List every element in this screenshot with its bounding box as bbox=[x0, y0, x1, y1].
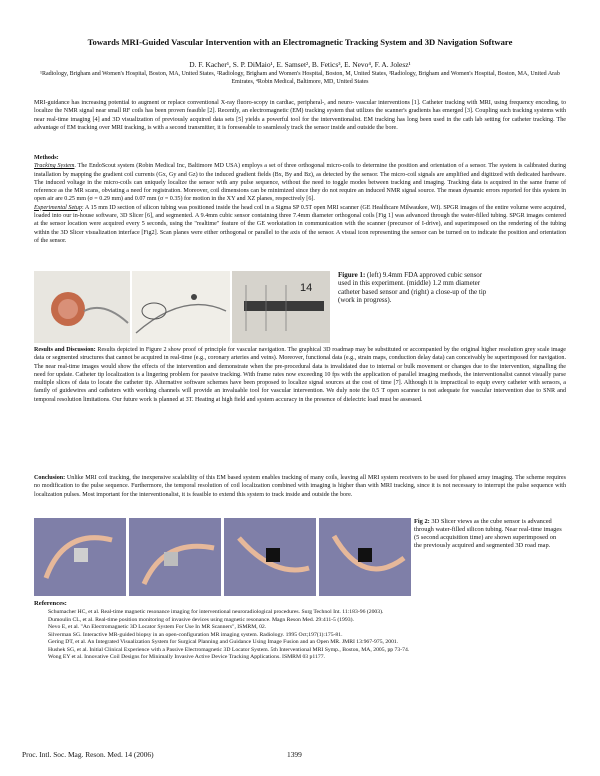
reference-item: 3. Nevo E, et al. "An Electromagnetic 3D Locator System For Use In MR Scanners", ISMRM, 02. bbox=[48, 624, 580, 632]
cube-sensor-photo bbox=[34, 271, 130, 343]
reference-item: 4. Silverman SG. Interactive MR-guided biopsy in an open-configuration MR imaging system. Radiology. 1995 Oct;197(1):175-81. bbox=[48, 632, 580, 640]
figure-2-label: Fig 2: bbox=[414, 518, 430, 525]
abstract-paragraph: MRI-guidance has increasing potential to augment or replace conventional X-ray fluoro-scopy in cardiac, peripheral-, and neuro- vascular interventions [1]. Catheter tracking with MRI, using frequency encoding, to localize the NMR signal near small RF coils has been proven feasible [2]. Recently, an electromagnetic (EM) tracking system that utilizes the scanner's gradients has emerged [3]. Coupling such tracking systems with near real-time imaging [4] and 3D visualization of previously acquired data sets [5] yields a powerful tool for the interventionalist. EM tracking has long been used in the cath lab setting for catheter tracking. The advantage of EM tracking over MRI tracking, is with a second transmitter, it is foreseeable to seamlessly track the sensor inside and outside the bore. bbox=[34, 100, 566, 131]
slicer-view-3 bbox=[224, 518, 316, 596]
figure-2-slicer-views bbox=[34, 518, 411, 596]
results-text: Results depicted in Figure 2 show proof of principle for vascular navigation. The graphical 3D roadmap may be substituted or accompanied by the original higher resolution grey scale image data or segmented structures that cannot be acquired in real-time (e.g., coronary arteries and veins). Moreover, functional data (e.g., strain maps, conduction delay data) can conceivably be superimposed for navigation. The near real-time images would show the effects of the intervention and demonstrate when the pre-procedural data is invalidated due to internal or bulk movement or changes due to the intervention, signalling the need for update. Catheter tip localization is a lingering problem for passive tracking. With frame rates now exceeding 10 fps with the application of parallel imaging methods, the interventionalist cannot visually parse multiple slices of data to locate the catheter tip. Alternative software schemes have been proposed to localize signal sources at the cost of time [7]. Although it is impractical to equip every catheter with sensors, a family of guidewires and catheters with working channels will provide an invaluable tool for vascular intervention. We duly note the 0.5 T open scanner is not adequate for vascular intervention due to SNR and temporal resolution limitations. Our future work is planned at 3T. Heating at high field and system accuracy in the presence of dielectric load must be assessed. bbox=[34, 347, 566, 403]
setup-paragraph bbox=[34, 204, 566, 245]
figure-1-label: Figure 1: bbox=[338, 271, 366, 279]
methods-heading: Methods: bbox=[34, 155, 59, 161]
tracking-paragraph bbox=[34, 162, 566, 203]
references-heading: References: bbox=[34, 600, 67, 607]
tracking-text: . The EndoScout system (Robin Medical Inc, Baltimore MD USA) employs a set of three orthogonal micro-coils to determine the position and orientation of a sensor. The system is calibrated during installation by mapping the gradient coil currents (Gx, Gy and Gz) to the induced gradient fields (Bx, By and Bz), as detected by the sensor. The micro-coil signals are amplified and digitized with dedicated hardware. The induced voltage in the micro-coils can uniquely localize the sensor with any pulse sequence, without the need to toggle modes between tracking and imaging. Tracking data is acquired in the same frame of reference as the MR scans, obviating a need for registration. Moreover, coil dimensions can be minimized since they do not require an induced NMR signal source. The mean dynamic errors reported for this system in open air are 0.25 mm (σ = 0.29 mm) and 0.07 mm (σ = 0.35) for motion in the XY and XZ planes, respectively [6]. bbox=[34, 163, 566, 203]
reference-item: 5. Gering DT, et al. An Integrated Visualization System for Surgical Planning and Guidance Using Image Fusion and an Open MR. JMRI 13:967-975, 2001. bbox=[48, 639, 580, 647]
figure-2-text: 3D Slicer views as the cube sensor is advanced through water-filled silicon tubing. Near real-time images (5 second acquisition time) are shown superimposed on the previously acquired and segmented 3D road map. bbox=[414, 518, 562, 549]
conclusion-paragraph bbox=[34, 474, 566, 499]
figure-2-caption bbox=[414, 518, 564, 550]
slicer-view-1 bbox=[34, 518, 126, 596]
figure-1-text: (left) 9.4mm FDA approved cubic sensor used in this experiment. (middle) 1.2 mm diameter catheter based sensor and (right) a close-up of the tip (work in progress). bbox=[338, 271, 487, 305]
catheter-sensor-photo bbox=[132, 271, 230, 343]
slicer-view-4 bbox=[319, 518, 411, 596]
reference-item: 6. Hushek SG, et al. Initial Clinical Experience with a Passive Electromagnetic 3D Locator System. 5th Interventional MRI Symp., Boston, MA, 2005, pp 73-74. bbox=[48, 647, 580, 655]
paper-title: Towards MRI-Guided Vascular Intervention with an Electromagnetic Tracking System and 3D Navigation Software bbox=[87, 37, 513, 47]
references-list bbox=[34, 609, 580, 662]
journal-footer: Proc. Intl. Soc. Mag. Reson. Med. 14 (2006) bbox=[22, 750, 154, 759]
ruler-number: 14 bbox=[300, 282, 313, 294]
reference-item: 7. Wong EY et al. Innovative Coil Designs for Minimally Invasive Active Device Tracking Applications. ISMRM 03 p1177. bbox=[48, 654, 580, 662]
methods-section bbox=[34, 154, 566, 245]
reference-item: 1. Schumacher HC, et al. Real-time magnetic resonance imaging for interventional neuroradiological procedures. Surg Technol Int. 11:183-96 (2003). bbox=[48, 609, 580, 617]
setup-text: : A 15 mm ID section of silicon tubing was positioned inside the head coil in a Sigma SP 0.5T open MRI scanner (GE Healthcare Milwaukee, WI). SPGR images of the entire volume were acquired, loaded into our in-house software, 3D Slicer [6], and segmented. A 9.4mm cubic sensor containing three 7.4mm diameter orthogonal coils [Fig 1] was advanced through the water-filled tubing. SPGR images centered at the sensor location were acquired every 5 seconds, using the "realtime" feature of the GE workstation in communication with the scanner (precursor of I-drive), and superimposed on the rendering of the tubing within the 3D Slicer visualization interface [Fig2]. Scan planes were either orthogonal or parallel to the axis of the sensor. A visual icon representing the sensor can be turned on to indicate the position and orientation of the sensor. bbox=[34, 204, 567, 244]
slicer-view-2 bbox=[129, 518, 221, 596]
page-number: 1399 bbox=[287, 750, 302, 759]
affiliations: ¹Radiology, Brigham and Women's Hospital, Boston, MA, United States, ²Radiology, Brigham and Women's Hospital, Boston, M, United States, ³Radiology, Brigham and Women's Hospital, Boston, MA, United Arab Emirates, ⁴Robin Medical, Baltimore, MD, United States bbox=[40, 71, 560, 86]
reference-item: 2. Dumoulin CL, et al. Real-time position monitoring of invasive devices using magnetic resonance. Magn Reson Med. 29:411-5 (1993). bbox=[48, 617, 580, 625]
tracking-label: Tracking System bbox=[34, 163, 75, 170]
results-paragraph bbox=[34, 346, 566, 404]
sensor-tip-closeup bbox=[232, 271, 330, 343]
figure-1-caption bbox=[338, 271, 490, 305]
results-heading: Results and Discussion: bbox=[34, 347, 96, 353]
figure-1-photos bbox=[34, 271, 330, 343]
conclusion-heading: Conclusion: bbox=[34, 475, 66, 481]
author-list: D. F. Kacher¹, S. P. DiMaio¹, E. Samset², B. Fetics³, E. Nevo⁴, F. A. Jolesz¹ bbox=[189, 60, 411, 69]
setup-label: Experimental Setup bbox=[34, 204, 82, 211]
conclusion-text: Unlike MRI coil tracking, the inexpensive scalability of this EM based system enables tracking of many coils, leaving all MRI system receivers to be used for phased array imaging. The scheme requires no modification to the pulse sequence. Furthermore, the temporal resolution of coil localization combined with imaging is higher than with MRI tracking, since it is not necessary to interrupt the pulse sequence with localization pulses. Most important for the interventionalist, it is feasible to extend this system to track inside and outside the bore. bbox=[34, 475, 566, 498]
